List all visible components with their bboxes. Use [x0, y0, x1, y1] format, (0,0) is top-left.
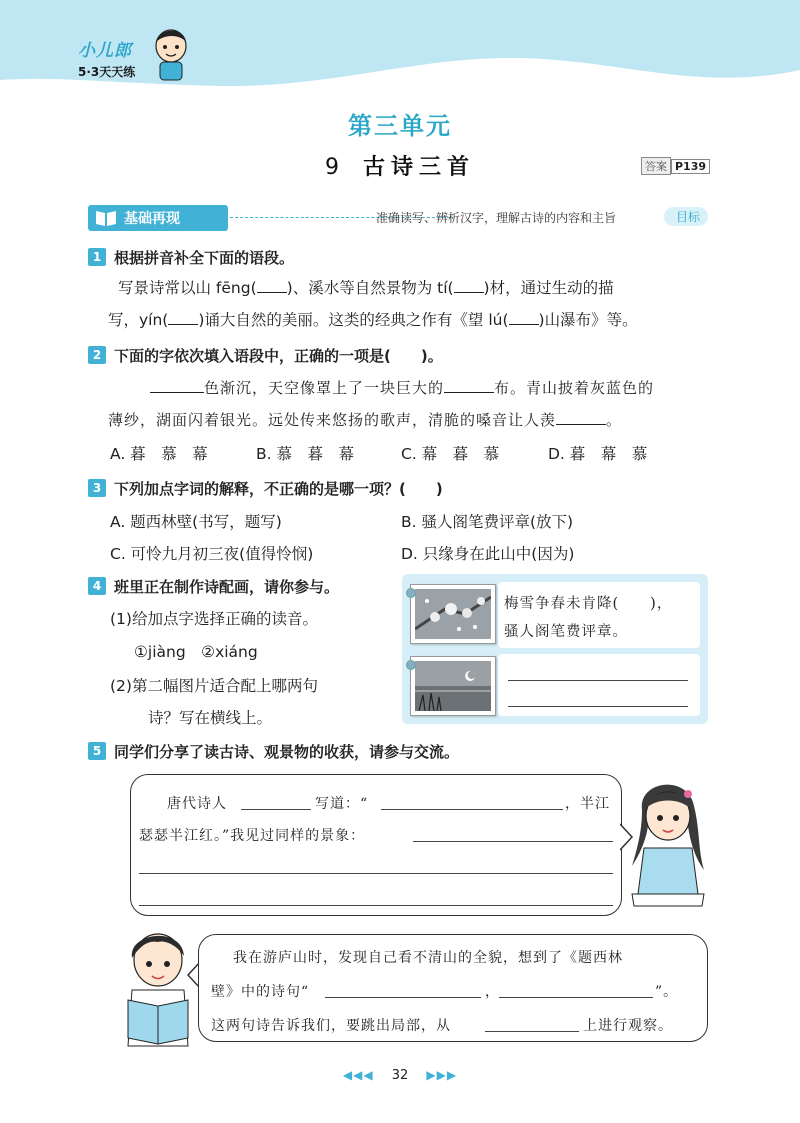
- text-segment: )材，通过生动的描: [483, 279, 614, 297]
- question-5: [88, 740, 459, 764]
- card-line-2: 骚人阁笔费评章。: [504, 624, 628, 640]
- answer-line[interactable]: [381, 809, 563, 810]
- b2-text-c: ，: [485, 984, 500, 1000]
- q2-line-2: [108, 404, 708, 436]
- card-line-1: 梅雪争春未肯降( )，: [504, 596, 673, 612]
- plum-snow-photo: [410, 584, 496, 644]
- answer-panel: [498, 654, 700, 716]
- text-segment: 色渐沉，天空像罩上了一块巨大的: [204, 379, 445, 397]
- goal-label: 目标: [664, 207, 708, 226]
- text-segment: 。: [606, 411, 623, 429]
- answer-line[interactable]: [413, 841, 613, 842]
- moon-lake-image: [415, 661, 491, 711]
- answer-reference: [641, 157, 710, 175]
- q2-option-d[interactable]: D. 暮 幕 慕: [548, 445, 648, 463]
- section-goal: 准确读写、辨析汉字，理解古诗的内容和主旨: [376, 211, 617, 225]
- b1-text-b: 写道：“: [315, 796, 369, 812]
- text-segment: )、溪水等自然景物为 tí(: [286, 279, 454, 297]
- q2-option-b[interactable]: B. 慕 暮 幕: [256, 445, 354, 463]
- q1-line-1: [118, 272, 718, 304]
- q3-option-a[interactable]: A. 题西林壁(书写，题写): [110, 513, 282, 531]
- q4-sub-2a: (2)第二幅图片适合配上哪两句: [110, 677, 318, 695]
- text-segment: )山瀑布》等。: [538, 311, 638, 329]
- left-arrows-icon: ◀◀◀: [342, 1068, 374, 1082]
- pin-icon: [406, 660, 416, 670]
- text-segment: 写，yín(: [108, 311, 169, 329]
- answer-line[interactable]: [508, 706, 688, 707]
- q2-option-a[interactable]: A. 暮 慕 幕: [110, 445, 208, 463]
- q1-line-2: [108, 304, 708, 336]
- brand: [78, 36, 135, 80]
- brand-logo: 小儿郎: [78, 41, 132, 61]
- q2-option-c[interactable]: C. 幕 暮 慕: [401, 445, 500, 463]
- answer-line[interactable]: [139, 905, 613, 906]
- question-number: 2: [88, 346, 106, 364]
- answer-blank[interactable]: [556, 424, 606, 425]
- q4-sub-2b: 诗？写在横线上。: [148, 709, 273, 727]
- unit-title: 第三单元: [348, 112, 452, 140]
- answer-line[interactable]: [508, 680, 688, 681]
- answer-blank[interactable]: [444, 392, 494, 393]
- text-segment: 薄纱，湖面闪着银光。远处传来悠扬的歌声，清脆的嗓音让人羡: [108, 411, 557, 429]
- plum-blossom-image: [415, 589, 491, 639]
- lesson-number: 9: [324, 155, 345, 180]
- answer-line[interactable]: [485, 1031, 579, 1032]
- b1-text-d: 瑟瑟半江红。”我见过同样的景象：: [139, 828, 366, 844]
- question-title: 同学们分享了读古诗、观景物的收获，请参与交流。: [114, 743, 460, 761]
- speech-bubble-boy: [198, 934, 708, 1042]
- moon-lake-photo: [410, 656, 496, 716]
- q3-option-b[interactable]: B. 骚人阁笔费评章(放下): [401, 513, 574, 531]
- book-icon: [94, 208, 118, 228]
- question-4: [88, 575, 339, 599]
- brand-subtitle: 5·3天天练: [78, 65, 136, 79]
- girl-illustration: [628, 770, 708, 910]
- answer-line[interactable]: [325, 997, 481, 998]
- section-header: [88, 205, 708, 231]
- answer-blank[interactable]: [509, 324, 539, 325]
- speech-bubble-girl: [130, 774, 622, 916]
- poem-picture-card: [402, 574, 708, 724]
- answer-blank[interactable]: [168, 324, 198, 325]
- b2-text-d: ”。: [655, 984, 679, 1000]
- answer-page: P139: [671, 159, 710, 174]
- answer-blank[interactable]: [454, 292, 484, 293]
- poem-text-panel: [498, 582, 700, 648]
- answer-label: 答案: [641, 157, 671, 175]
- q4-choices[interactable]: ①jiàng ②xiáng: [134, 643, 258, 661]
- b1-text-c: ，半江: [565, 796, 610, 812]
- question-title: 下面的字依次填入语段中，正确的一项是( )。: [114, 347, 443, 365]
- question-2: [88, 344, 443, 368]
- lesson-name: 古诗三首: [362, 155, 475, 180]
- b2-text-e: 这两句诗告诉我们，要跳出局部，从: [211, 1018, 451, 1034]
- page-number: 32: [391, 1068, 409, 1083]
- question-title: 根据拼音补全下面的语段。: [114, 249, 295, 267]
- q4-sub-1: (1)给加点字选择正确的读音。: [110, 610, 318, 628]
- q3-option-c[interactable]: C. 可怜九月初三夜(值得怜悯): [110, 545, 314, 563]
- question-3: [88, 477, 443, 501]
- q2-line-1: [150, 372, 710, 404]
- page-footer: [0, 1068, 800, 1083]
- question-number: 3: [88, 479, 106, 497]
- section-tag: [88, 205, 228, 231]
- answer-line[interactable]: [139, 873, 613, 874]
- b2-text-b: 壁》中的诗句“: [211, 984, 310, 1000]
- question-number: 1: [88, 248, 106, 266]
- text-segment: 布。青山披着灰蓝色的: [494, 379, 655, 397]
- right-arrows-icon: ▶▶▶: [426, 1068, 458, 1082]
- answer-blank[interactable]: [257, 292, 287, 293]
- text-segment: 写景诗常以山 fēng(: [118, 279, 257, 297]
- question-1: [88, 246, 294, 270]
- b2-text-a: 我在游庐山时，发现自己看不清山的全貌，想到了《题西林: [233, 950, 623, 966]
- text-segment: )诵大自然的美丽。这类的经典之作有《望 lú(: [198, 311, 509, 329]
- question-title: 班里正在制作诗配画，请你参与。: [114, 578, 340, 596]
- mascot-boy-icon: [148, 26, 194, 82]
- question-number: 5: [88, 742, 106, 760]
- b2-text-f: 上进行观察。: [583, 1018, 673, 1034]
- question-number: 4: [88, 577, 106, 595]
- answer-line[interactable]: [499, 997, 653, 998]
- question-title: 下列加点字词的解释，不正确的是哪一项？( ): [114, 480, 443, 498]
- b1-text-a: 唐代诗人: [167, 796, 227, 812]
- pin-icon: [406, 588, 416, 598]
- answer-blank[interactable]: [150, 392, 204, 393]
- q3-option-d[interactable]: D. 只缘身在此山中(因为): [401, 545, 575, 563]
- answer-line[interactable]: [241, 809, 311, 810]
- section-tag-label: 基础再现: [124, 211, 180, 227]
